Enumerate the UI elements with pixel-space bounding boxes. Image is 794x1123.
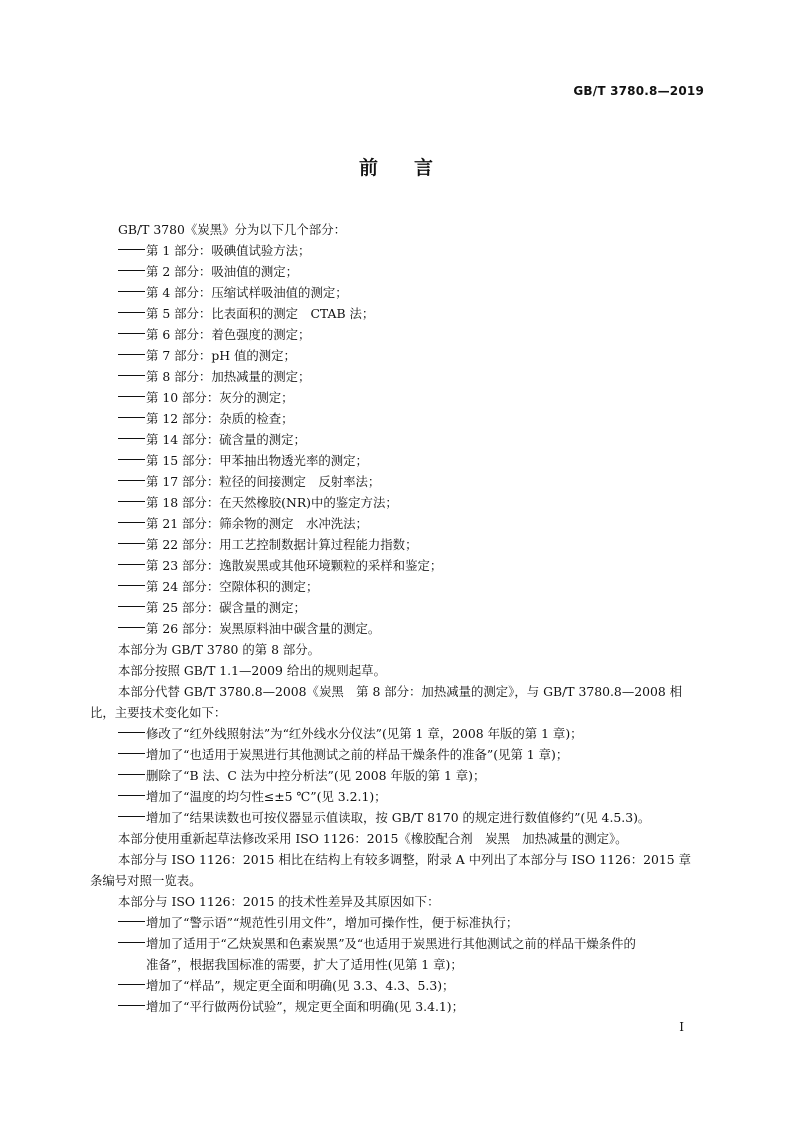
list-item: 第 21 部分：筛余物的测定 水冲洗法； [90, 513, 708, 534]
list-item: 增加了“温度的均匀性≤±5 ℃”(见 3.2.1)； [90, 786, 708, 807]
paragraph-line: 准备”，根据我国标准的需要，扩大了适用性(见第 1 章)； [146, 957, 463, 972]
paragraph-line: GB/T 3780《炭黑》分为以下几个部分： [118, 222, 346, 237]
list-item: 第 8 部分：加热减量的测定； [90, 366, 708, 387]
list-item: 第 14 部分：硫含量的测定； [90, 429, 708, 450]
list-item: 第 10 部分：灰分的测定； [90, 387, 708, 408]
paragraph-line: 本部分按照 GB/T 1.1—2009 给出的规则起草。 [118, 663, 386, 678]
paragraph-line: 本部分代替 GB/T 3780.8—2008《炭黑 第 8 部分：加热减量的测定》，与 GB/T 3780.8—2008 相 [118, 684, 683, 699]
paragraph-line: 比，主要技术变化如下： [90, 705, 227, 720]
list-item: 第 4 部分：压缩试样吸油值的测定； [90, 282, 708, 303]
list-item: 增加了“平行做两份试验”，规定更全面和明确(见 3.4.1)； [90, 996, 708, 1017]
list-item: 第 6 部分：着色强度的测定； [90, 324, 708, 345]
list-item: 第 24 部分：空隙体积的测定； [90, 576, 708, 597]
list-item: 第 2 部分：吸油值的测定； [90, 261, 708, 282]
paragraph-line: 本部分为 GB/T 3780 的第 8 部分。 [118, 642, 321, 657]
list-item: 增加了“也适用于炭黑进行其他测试之前的样品干燥条件的准备”(见第 1 章)； [90, 744, 708, 765]
list-item: 第 17 部分：粒径的间接测定 反射率法； [90, 471, 708, 492]
list-item: 第 15 部分：甲苯抽出物透光率的测定； [90, 450, 708, 471]
list-item: 增加了“警示语”“规范性引用文件”，增加可操作性，便于标准执行； [90, 912, 708, 933]
list-item: 第 5 部分：比表面积的测定 CTAB 法； [90, 303, 708, 324]
list-item: 第 22 部分：用工艺控制数据计算过程能力指数； [90, 534, 708, 555]
list-item: 第 26 部分：炭黑原料油中碳含量的测定。 [90, 618, 708, 639]
list-item: 第 7 部分：pH 值的测定； [90, 345, 708, 366]
list-item: 第 12 部分：杂质的检查； [90, 408, 708, 429]
paragraph-line: 本部分使用重新起草法修改采用 ISO 1126：2015《橡胶配合剂 炭黑 加热减量的测定》。 [118, 831, 628, 846]
title-char-1: 前 [358, 157, 380, 179]
standard-code: GB/T 3780.8—2019 [573, 84, 704, 98]
list-item: 第 1 部分：吸碘值试验方法； [90, 240, 708, 261]
page-number: I [679, 1020, 684, 1034]
document-body [90, 219, 708, 1017]
page-title [0, 153, 794, 180]
title-char-2: 言 [414, 157, 436, 179]
paragraph-line: 条编号对照一览表。 [90, 873, 202, 888]
paragraph-line: 本部分与 ISO 1126：2015 相比在结构上有较多调整，附录 A 中列出了本部分与 ISO 1126：2015 章 [118, 852, 691, 867]
list-item: 增加了“样品”，规定更全面和明确(见 3.3、4.3、5.3)； [90, 975, 708, 996]
list-item: 增加了适用于“乙炔炭黑和色素炭黑”及“也适用于炭黑进行其他测试之前的样品干燥条件的 [90, 933, 708, 954]
paragraph-line: 本部分与 ISO 1126：2015 的技术性差异及其原因如下： [118, 894, 440, 909]
list-item: 第 25 部分：碳含量的测定； [90, 597, 708, 618]
list-item: 第 18 部分：在天然橡胶(NR)中的鉴定方法； [90, 492, 708, 513]
list-item: 修改了“红外线照射法”为“红外线水分仪法”(见第 1 章，2008 年版的第 1 章)； [90, 723, 708, 744]
list-item: 删除了“B 法、C 法为中控分析法”(见 2008 年版的第 1 章)； [90, 765, 708, 786]
list-item: 增加了“结果读数也可按仪器显示值读取，按 GB/T 8170 的规定进行数值修约”(见 4.5.3)。 [90, 807, 708, 828]
list-item: 第 23 部分：逸散炭黑或其他环境颗粒的采样和鉴定； [90, 555, 708, 576]
